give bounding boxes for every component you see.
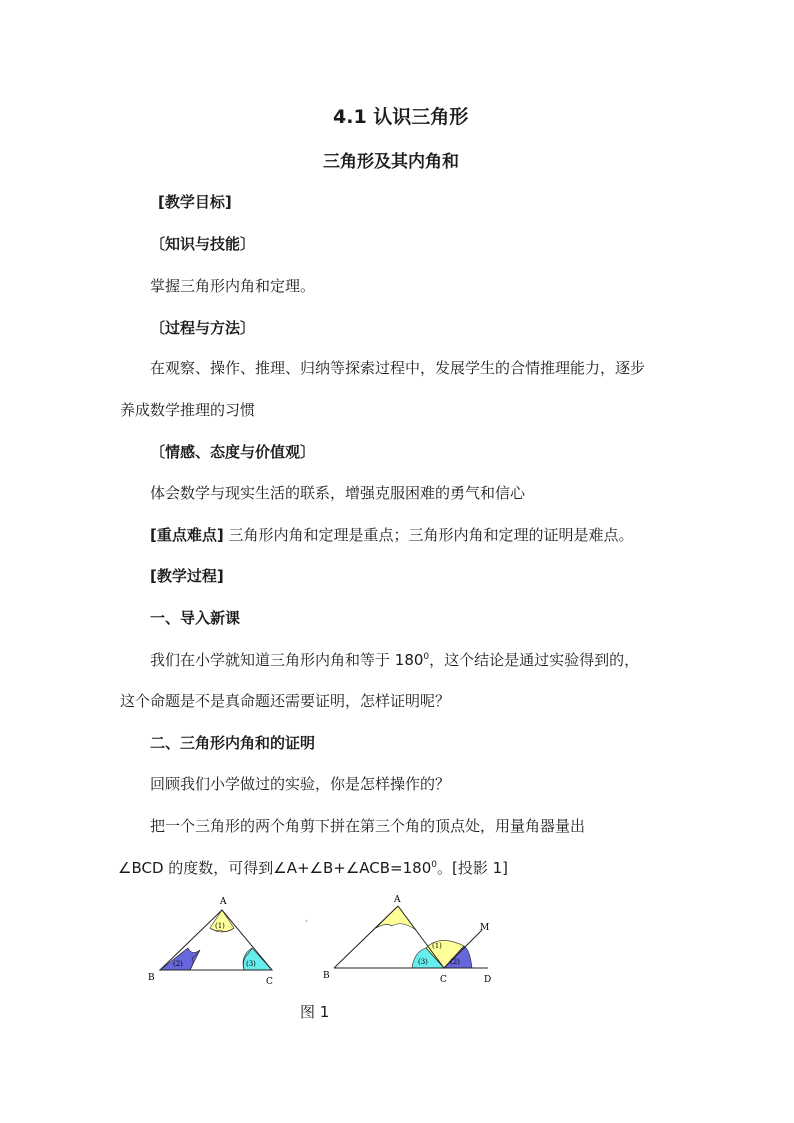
section1-text-line-1	[150, 650, 639, 670]
section2-text-part-b: 。[投影 1]	[437, 859, 509, 877]
left-vertex-c: C	[266, 977, 273, 987]
degree-superscript: 0	[431, 860, 437, 870]
keypoints-label: [重点难点]	[150, 526, 224, 544]
objectives-heading: [教学目标]	[158, 193, 232, 211]
process-text-line-1: 在观察、操作、推理、归纳等探索过程中，发展学生的合情推理能力，逐步	[150, 359, 646, 377]
knowledge-heading: 〔知识与技能〕	[150, 235, 256, 253]
left-angle-2-label: (2)	[173, 960, 183, 968]
degree-superscript: 0	[423, 652, 430, 662]
right-angle-a-wedge	[376, 906, 416, 930]
right-angle-1-label: (1)	[432, 942, 442, 950]
page-subtitle: 三角形及其内角和	[323, 152, 459, 172]
emotion-text: 体会数学与现实生活的联系，增强克服困难的勇气和信心	[150, 484, 526, 502]
left-vertex-b: B	[148, 973, 155, 983]
right-vertex-b: B	[323, 971, 330, 981]
page-title: 4.1 认识三角形	[333, 106, 469, 128]
process-text-line-2: 养成数学推理的习惯	[120, 401, 256, 419]
process-heading: 〔过程与方法〕	[150, 319, 256, 337]
left-angle-3-label: (3)	[246, 960, 256, 968]
left-triangle	[148, 897, 273, 987]
keypoints-text: 三角形内角和定理是重点；三角形内角和定理的证明是难点。	[223, 526, 634, 544]
left-vertex-a: A	[220, 897, 227, 907]
emotion-heading: 〔情感、态度与价值观〕	[150, 443, 316, 461]
right-vertex-d: D	[484, 975, 492, 985]
section2-text-line-2: 把一个三角形的两个角剪下拼在第三个角的顶点处，用量角器量出	[150, 817, 586, 835]
triangle-figure	[140, 890, 520, 1000]
left-angle-1-label: (1)	[215, 922, 225, 930]
right-vertex-a: A	[394, 895, 401, 905]
right-tick-mark	[306, 920, 307, 922]
teaching-process-heading: [教学过程]	[150, 567, 224, 585]
keypoints-line	[150, 525, 634, 545]
right-triangle	[306, 895, 491, 985]
section1-text-part-a: 我们在小学就知道三角形内角和等于 180	[150, 651, 424, 669]
right-angle-2-label: (2)	[450, 958, 460, 966]
section2-text-part-a: ∠BCD 的度数，可得到∠A+∠B+∠ACB=180	[118, 859, 432, 877]
section2-text-line-1: 回顾我们小学做过的实验，你是怎样操作的？	[150, 775, 451, 793]
section2-heading: 二、三角形内角和的证明	[150, 734, 316, 752]
figure-caption: 图 1	[300, 1003, 330, 1021]
knowledge-text: 掌握三角形内角和定理。	[150, 277, 316, 295]
section2-text-line-3	[118, 858, 508, 878]
right-angle-3-label: (3)	[418, 958, 428, 966]
right-vertex-c: C	[440, 975, 447, 985]
section1-text-line-2: 这个命题是不是真命题还需要证明，怎样证明呢？	[120, 692, 451, 710]
right-vertex-m: M	[480, 923, 490, 933]
section1-text-part-b: ，这个结论是通过实验得到的，	[429, 651, 640, 669]
right-side-ab	[334, 906, 398, 968]
section1-heading: 一、导入新课	[150, 609, 241, 627]
